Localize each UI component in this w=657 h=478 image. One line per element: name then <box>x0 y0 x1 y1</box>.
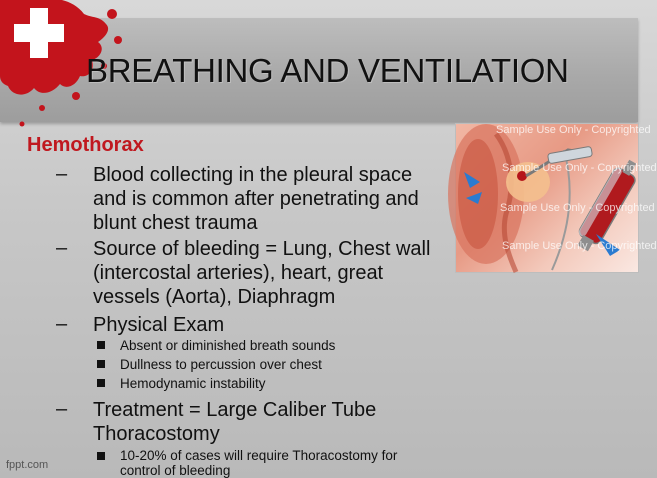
watermark-text: Sample Use Only - Copyrighted <box>502 240 657 252</box>
bullet-dash: – <box>56 313 68 335</box>
slide-title: BREATHING AND VENTILATION <box>86 52 569 89</box>
sub-bullet <box>120 448 430 478</box>
bullet-line: Thoracostomy <box>93 423 220 445</box>
bullet-dash: – <box>56 163 68 185</box>
watermark-text: Sample Use Only - Copyrighted <box>502 162 657 174</box>
footer-brand: fppt.com <box>6 459 49 471</box>
bullet-item <box>93 237 463 309</box>
bullet-line: blunt chest trauma <box>93 212 258 234</box>
square-bullet-icon <box>97 379 105 387</box>
subheading: Hemothorax <box>27 134 144 156</box>
sub-bullet: Hemodynamic instability <box>120 376 266 391</box>
sub-bullet: Absent or diminished breath sounds <box>120 338 336 353</box>
sub-bullet: Dullness to percussion over chest <box>120 357 322 372</box>
bullet-line: Blood collecting in the pleural space <box>93 164 413 186</box>
bullet-line: Source of bleeding = Lung, Chest wall <box>93 238 431 260</box>
sub-bullet-line: 10-20% of cases will require Thoracostomy for <box>120 448 398 463</box>
bullet-line: Treatment = Large Caliber Tube <box>93 399 377 421</box>
watermark-text: Sample Use Only - Copyrighted <box>500 202 655 214</box>
square-bullet-icon <box>97 341 105 349</box>
hemothorax-illustration <box>455 123 657 273</box>
square-bullet-icon <box>97 452 105 460</box>
bullet-line: and is common after penetrating and <box>93 188 419 210</box>
bullet-dash: – <box>56 398 68 420</box>
bullet-line: (intercostal arteries), heart, great <box>93 262 384 284</box>
watermark-text: Sample Use Only - Copyrighted <box>496 124 651 136</box>
bullet-line: vessels (Aorta), Diaphragm <box>93 286 336 308</box>
bullet-line: Physical Exam <box>93 314 225 336</box>
bullet-item <box>93 163 453 235</box>
bullet-item <box>93 398 493 446</box>
bullet-dash: – <box>56 237 68 259</box>
sub-bullet-line: control of bleeding <box>120 463 231 478</box>
bullet-item <box>93 313 453 337</box>
square-bullet-icon <box>97 360 105 368</box>
